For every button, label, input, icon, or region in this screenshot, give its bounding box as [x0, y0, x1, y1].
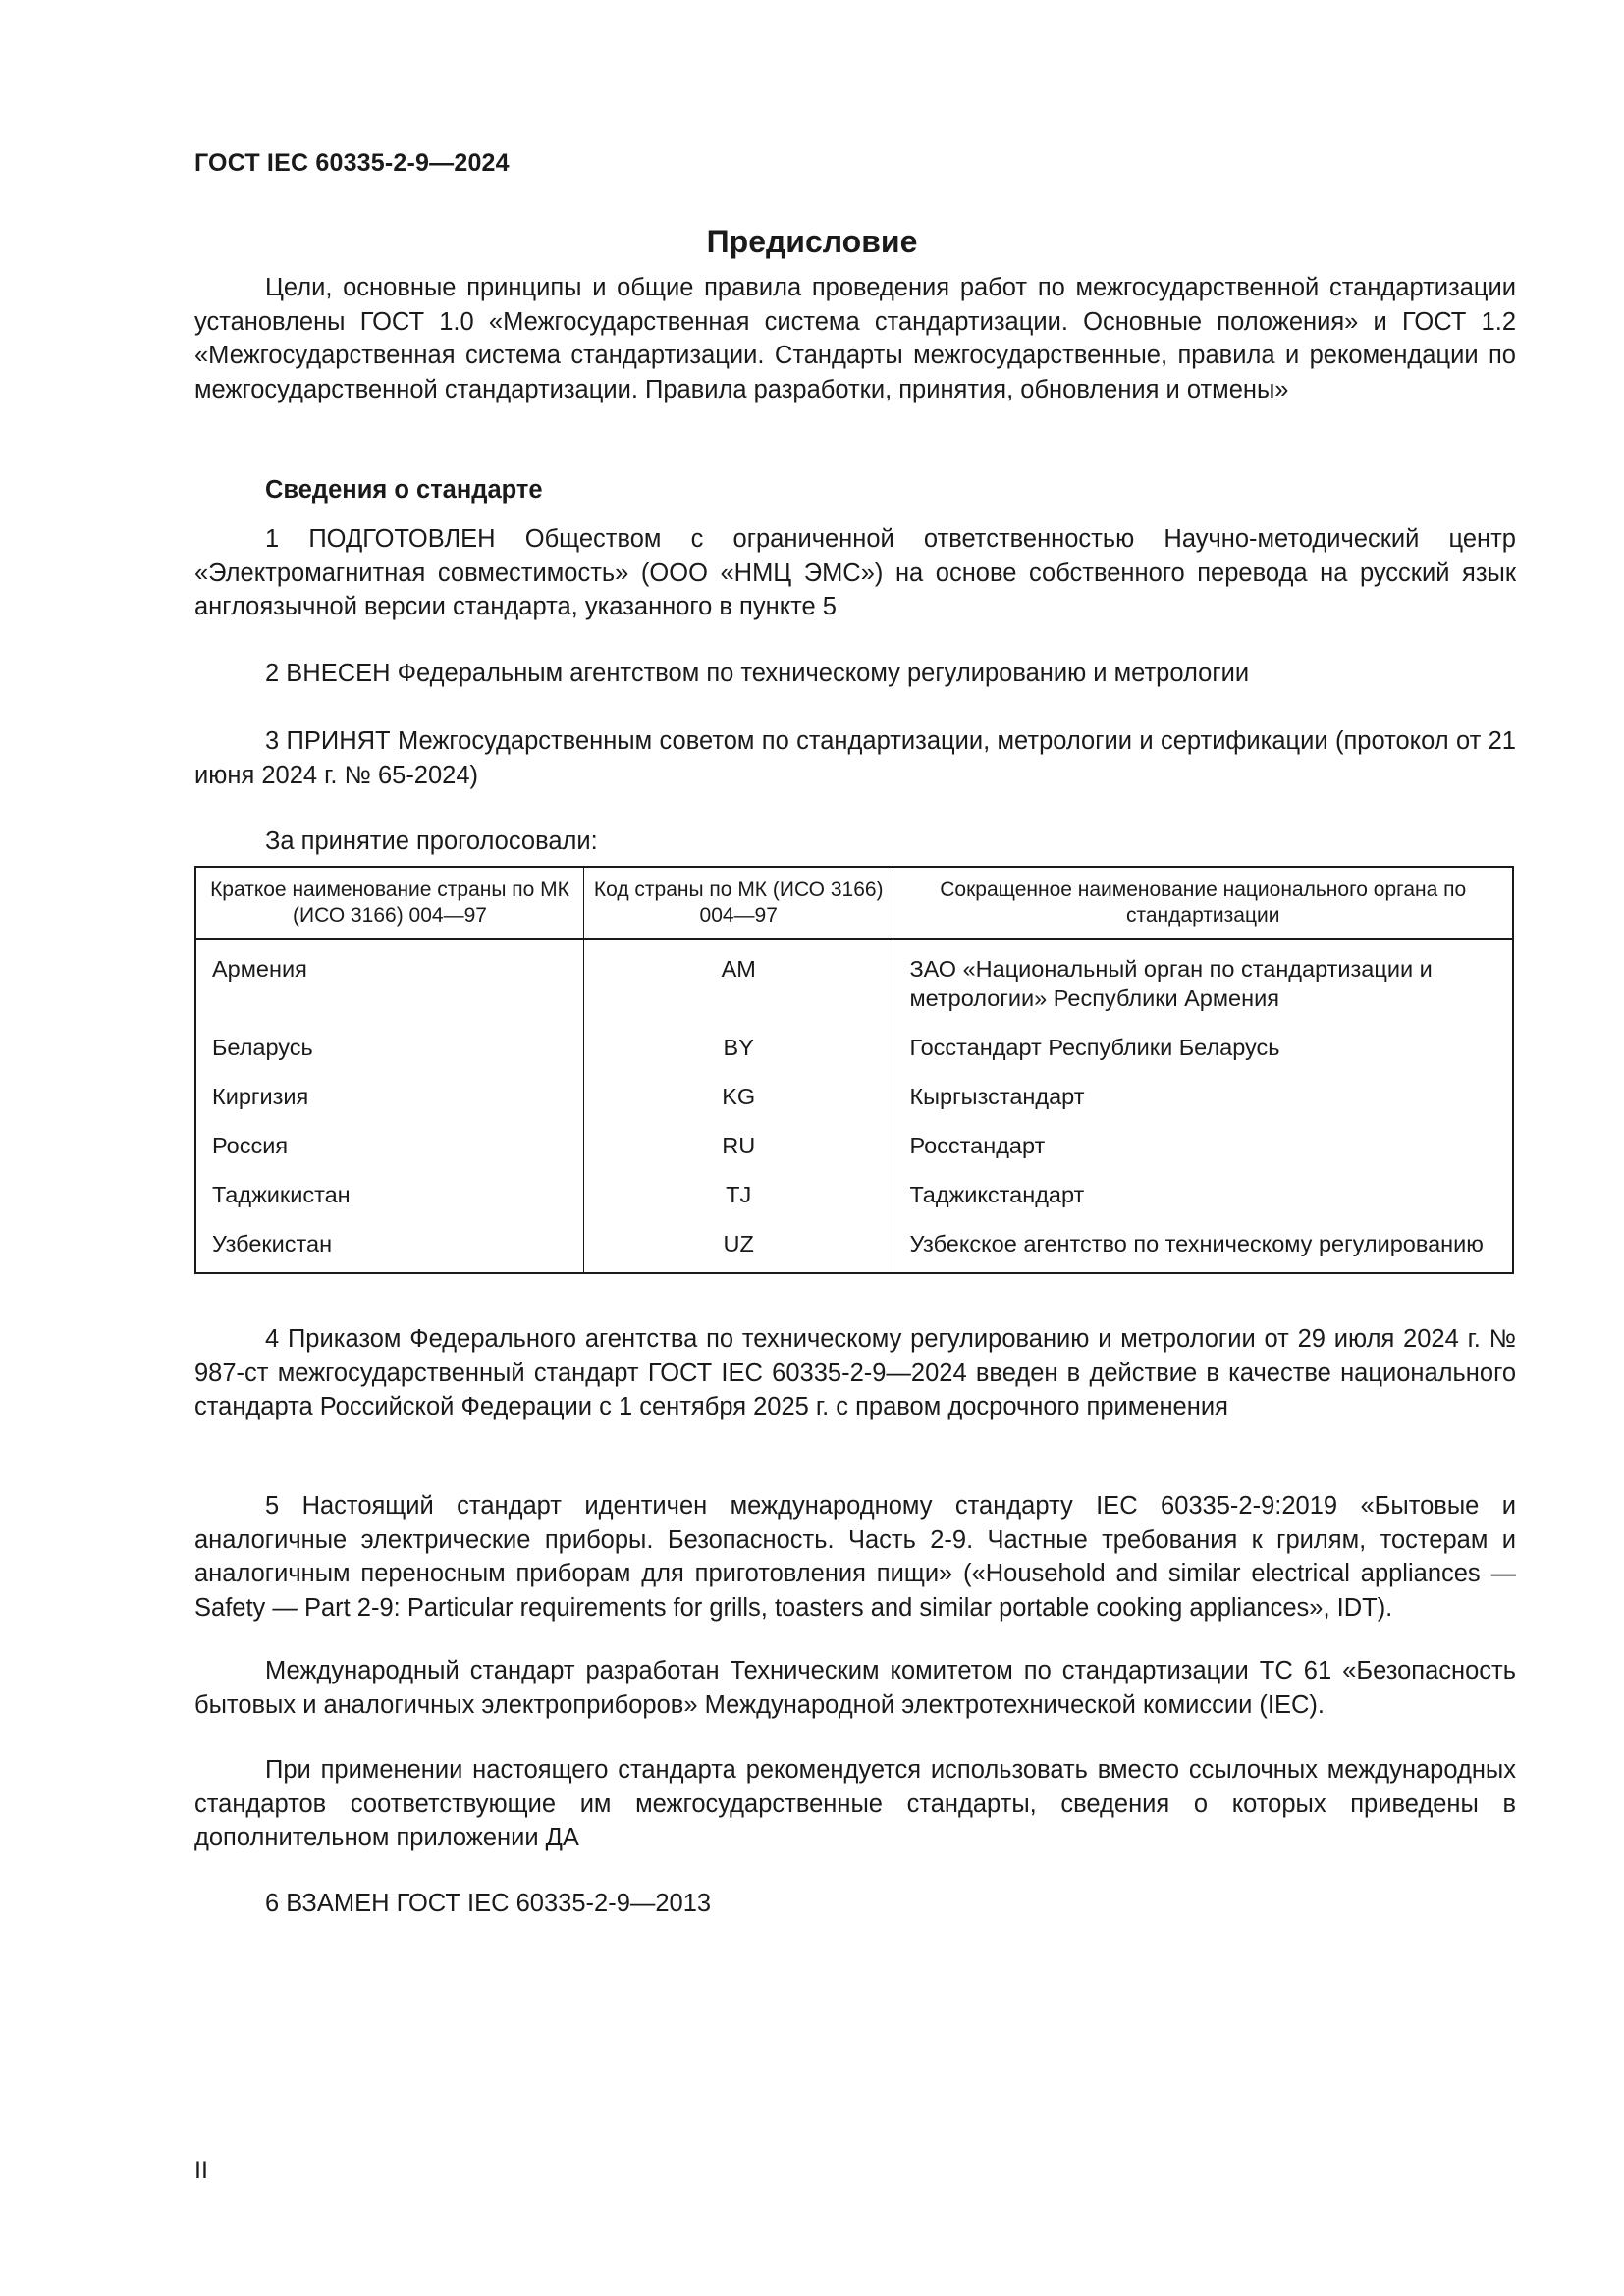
item-2-submitted: 2 ВНЕСЕН Федеральным агентством по техническому регулированию и метрологии: [265, 660, 1250, 687]
item-5-committee: Международный стандарт разработан Техническим комитетом по стандартизации TC 61 «Безопасность бытовых и аналогичных электроприборов» Международной электротехнической комиссии (IEC).: [194, 1657, 1516, 1719]
country-name: Россия: [195, 1131, 583, 1180]
country-code: KG: [583, 1082, 893, 1131]
country-name: Таджикистан: [195, 1180, 583, 1229]
national-body: ЗАО «Национальный орган по стандартизации и метрологии» Республики Армения: [893, 939, 1513, 1033]
country-name: Киргизия: [195, 1082, 583, 1131]
document-code: ГОСТ IEC 60335-2-9—2024: [194, 149, 510, 177]
table-row: [195, 1131, 1513, 1180]
country-code: AM: [583, 939, 893, 1033]
item-5-references: При применении настоящего стандарта рекомендуется использовать вместо ссылочных международных стандартов соответствующие им межгосударственные стандарты, сведения о которых приведены в дополнительном приложении ДА: [194, 1756, 1516, 1851]
intro-paragraph: Цели, основные принципы и общие правила проведения работ по межгосударственной стандартизации установлены ГОСТ 1.0 «Межгосударственная система стандартизации. Основные положения» и ГОСТ 1.2 «Межгосударственная система стандартизации. Стандарты межгосударственные, правила и рекомендации по межгосударственной стандартизации. Правила разработки, принятия, обновления и отмены»: [194, 274, 1516, 403]
national-body: Госстандарт Республики Беларусь: [893, 1033, 1513, 1082]
item-4-order: 4 Приказом Федерального агентства по техническому регулированию и метрологии от 29 июля 2024 г. № 987-ст межгосударственный стандарт ГОСТ IEC 60335-2-9—2024 введен в действие в качестве национального стандарта Российской Федерации с 1 сентября 2025 г. с правом досрочного применения: [194, 1325, 1516, 1420]
vote-intro: За принятие проголосовали:: [265, 828, 598, 855]
header-country-name: Краткое наименование страны по МК (ИСО 3166) 004—97: [195, 867, 583, 939]
table-row: [195, 1082, 1513, 1131]
header-national-body: Сокращенное наименование национального органа по стандартизации: [893, 867, 1513, 939]
national-body: Узбекское агентство по техническому регулированию: [893, 1229, 1513, 1273]
standard-info-subheading: Сведения о стандарте: [265, 476, 543, 504]
country-name: Беларусь: [195, 1033, 583, 1082]
page-title: Предисловие: [706, 224, 918, 259]
national-body: Кыргызстандарт: [893, 1082, 1513, 1131]
page-number: II: [194, 2157, 208, 2184]
country-code: BY: [583, 1033, 893, 1082]
table-row: [195, 1180, 1513, 1229]
table-header-row: [195, 867, 1513, 939]
item-5-identical: 5 Настоящий стандарт идентичен международному стандарту IEC 60335-2-9:2019 «Бытовые и аналогичные электрические приборы. Безопасность. Часть 2-9. Частные требования к грилям, тостерам и аналогичным переносным приборам для приготовления пищи» («Household and similar electrical appliances — Safety — Part 2-9: Particular requirements for grills, toasters and similar portable cooking appliances», IDT).: [194, 1492, 1516, 1622]
table-row: [195, 1033, 1513, 1082]
header-country-code: Код страны по МК (ИСО 3166) 004—97: [583, 867, 893, 939]
item-3-adopted: 3 ПРИНЯТ Межгосударственным советом по стандартизации, метрологии и сертификации (протокол от 21 июня 2024 г. № 65-2024): [194, 727, 1516, 789]
country-code: TJ: [583, 1180, 893, 1229]
item-1-prepared: 1 ПОДГОТОВЛЕН Обществом с ограниченной ответственностью Научно-методический центр «Электромагнитная совместимость» (ООО «НМЦ ЭМС») на основе собственного перевода на русский язык англоязычной версии стандарта, указанного в пункте 5: [194, 525, 1516, 620]
table-row: [195, 939, 1513, 1033]
country-code: UZ: [583, 1229, 893, 1273]
table-row: [195, 1229, 1513, 1273]
item-6-replaces: 6 ВЗАМЕН ГОСТ IEC 60335-2-9—2013: [265, 1890, 712, 1917]
country-name: Узбекистан: [195, 1229, 583, 1273]
national-body: Таджикстандарт: [893, 1180, 1513, 1229]
voting-countries-table: [194, 866, 1514, 1274]
country-name: Армения: [195, 939, 583, 1033]
national-body: Росстандарт: [893, 1131, 1513, 1180]
country-code: RU: [583, 1131, 893, 1180]
